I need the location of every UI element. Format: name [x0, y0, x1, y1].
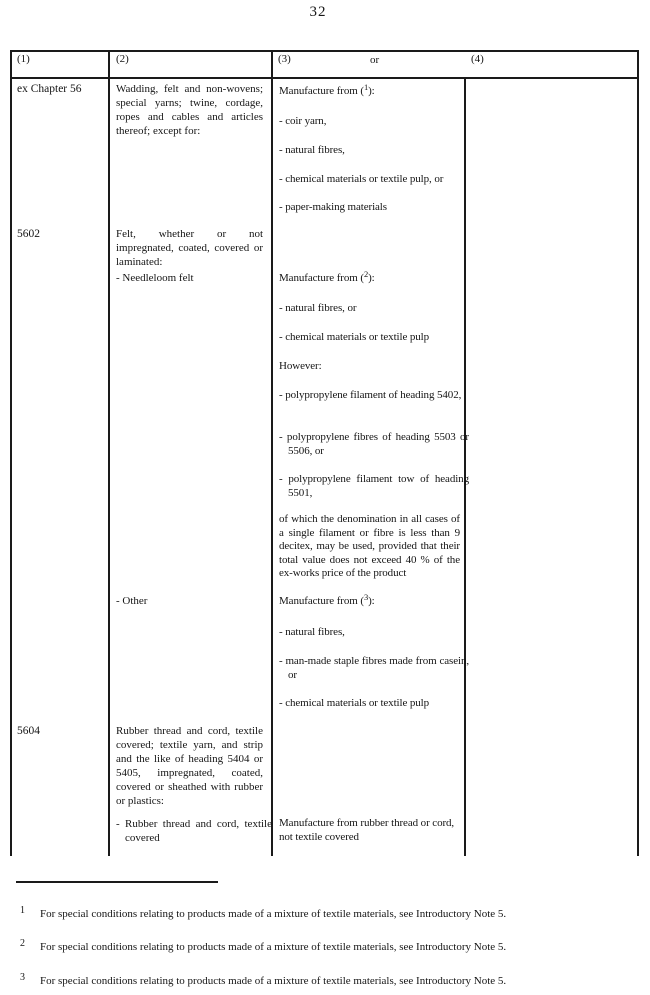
row2-sub-other: - Other	[116, 595, 148, 607]
table-border-left	[10, 50, 12, 856]
table-border-right	[637, 50, 639, 856]
row2-sub-needleloom: - Needleloom felt	[116, 272, 194, 284]
row2-heading-number: 5602	[17, 228, 40, 240]
rule-item: - natural fibres,	[279, 626, 345, 638]
row3-description: Rubber thread and cord, textile covered; textile yarn, and strip and the like of heading 5404 or 5405, impregnated, coated, covered or sheathed with rubber or plastics:	[116, 725, 263, 807]
footnote-text: For special conditions relating to products made of a mixture of textile materials, see Introductory Note 5.	[40, 975, 507, 987]
row3-rule: Manufacture from rubber thread or cord, not textile covered	[279, 817, 455, 843]
table-divider-col3-col4	[464, 79, 466, 856]
rule-intro-text: Manufacture from (	[279, 85, 364, 97]
rule-intro-text: Manufacture from (	[279, 595, 364, 607]
footnote	[20, 938, 507, 954]
row1-rule-intro	[279, 82, 460, 99]
footnote-text: For special conditions relating to products made of a mixture of textile materials, see Introductory Note 5.	[40, 908, 507, 920]
rule-intro-text: Manufacture from (	[279, 272, 364, 284]
row3-sub-rubber-thread: - Rubber thread and cord, textile covered	[116, 818, 272, 844]
header-col3: (3)	[278, 53, 291, 65]
rule-item: - coir yarn,	[279, 115, 327, 127]
row2-however-note: of which the denomination in all cases of a single filament or fibre is less than 9 decitex, may be used, provided that their total value does not exceed 40 % of the ex-works price of the product	[279, 513, 460, 579]
header-col2: (2)	[116, 53, 129, 65]
rule-item: - natural fibres,	[279, 144, 345, 156]
rule-intro-tail: ):	[368, 272, 375, 284]
table-divider-col2-col3	[271, 50, 273, 856]
rule-item: - chemical materials or textile pulp, or	[279, 173, 444, 185]
rule-intro-tail: ):	[368, 595, 375, 607]
row2-however-label: However:	[279, 360, 322, 372]
table-header-separator	[10, 77, 639, 79]
table-divider-col1-col2	[108, 50, 110, 856]
rule-intro-tail: ):	[368, 85, 375, 97]
row2-other-intro	[279, 592, 460, 609]
rule-item: - polypropylene fibres of heading 5503 or 5506, or	[279, 431, 469, 457]
footnote-ref-3: 3	[363, 592, 369, 602]
row2-description: Felt, whether or not impregnated, coated, covered or laminated:	[116, 228, 263, 268]
footnote-ref-1: 1	[363, 82, 369, 92]
footnote-separator	[16, 881, 218, 883]
header-or-label: or	[370, 54, 380, 66]
page-number: 32	[309, 4, 327, 20]
footnote-marker: 1	[20, 905, 25, 916]
rule-item: - natural fibres, or	[279, 302, 357, 314]
footnote-marker: 2	[20, 938, 25, 949]
rule-item: - polypropylene filament tow of heading 5501,	[279, 473, 469, 499]
footnote-marker: 3	[20, 972, 25, 983]
footnote	[20, 972, 507, 988]
row2-needleloom-intro	[279, 269, 460, 286]
header-col1: (1)	[17, 53, 30, 65]
rule-item: - chemical materials or textile pulp	[279, 697, 430, 709]
rule-item: - polypropylene filament of heading 5402,	[279, 389, 462, 401]
rule-item: - paper-making materials	[279, 201, 387, 213]
footnote-ref-2: 2	[363, 269, 369, 279]
table-border-top	[10, 50, 639, 52]
row1-heading-number: ex Chapter 56	[17, 83, 82, 95]
footnote-text: For special conditions relating to products made of a mixture of textile materials, see Introductory Note 5.	[40, 941, 507, 953]
rule-item: - man-made staple fibres made from casein, or	[279, 655, 469, 681]
header-col4: (4)	[471, 53, 484, 65]
row3-heading-number: 5604	[17, 725, 40, 737]
footnote	[20, 905, 507, 921]
rule-item: - chemical materials or textile pulp	[279, 331, 430, 343]
row1-description: Wadding, felt and non-wovens; special yarns; twine, cordage, ropes and cables and articles thereof; except for:	[116, 83, 263, 137]
